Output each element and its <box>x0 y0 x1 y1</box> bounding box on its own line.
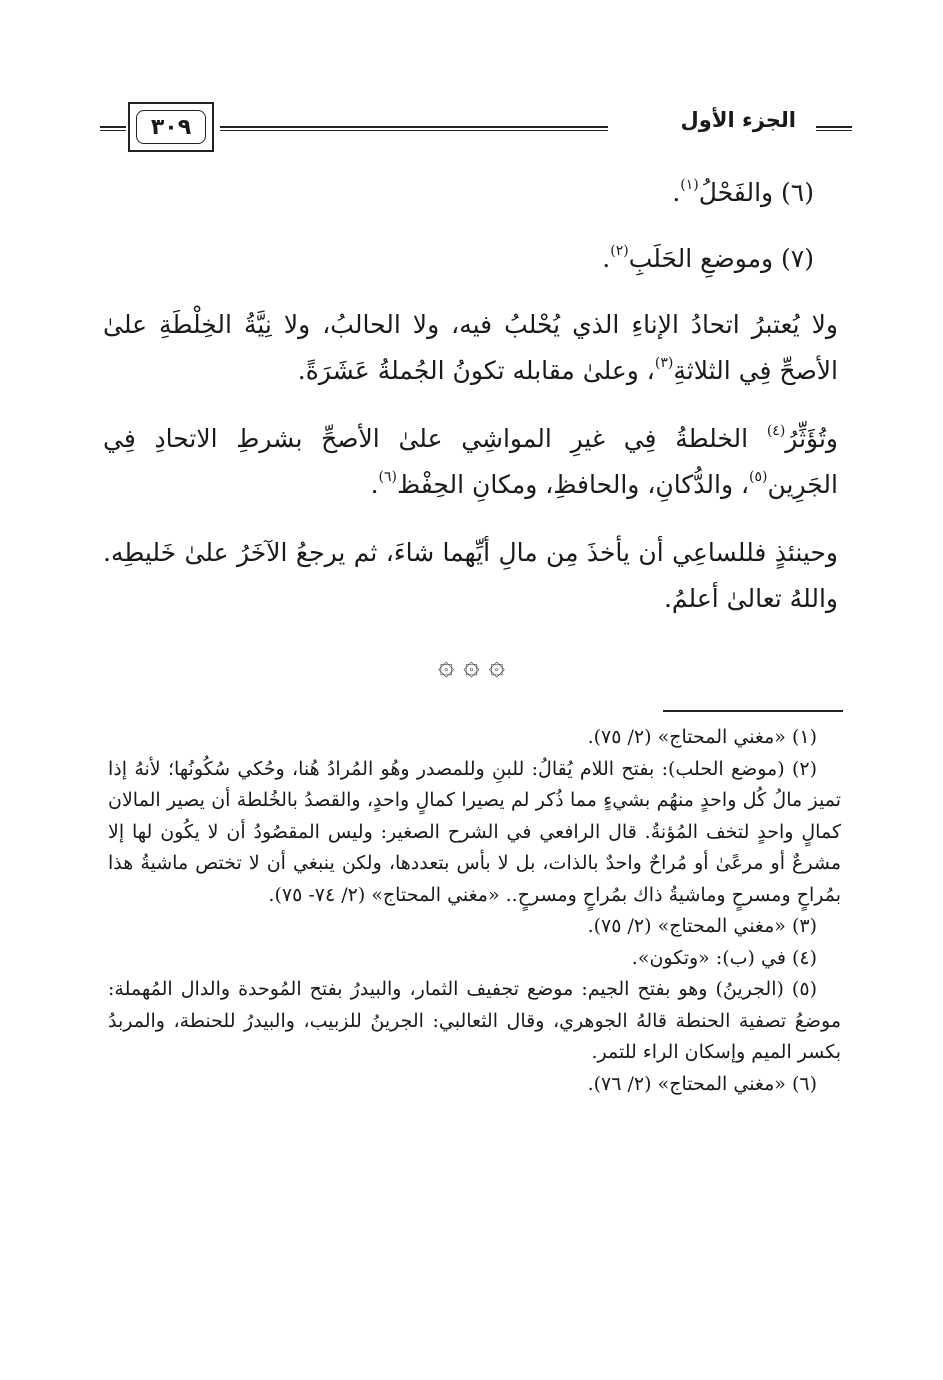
footnotes <box>108 722 841 1100</box>
footnote-2: (٢) (موضع الحلب): بفتح اللام يُقالُ: للبنِ وللمصدر وهُو المُرادُ هُنا، وحُكي سُكُونُها؛ لأنهُ إذا تميز مالُ كُل واحدٍ منهُم بشيءٍ مما ذُكر لم يصيرا كمالٍ واحدٍ، والقصدُ بالخُلطة أن يصير المالان كمالٍ واحدٍ لتخف المُؤنةُ. قال الرافعي في الشرح الصغير: وليس المقصُودُ أن لا يكُون لها إلا مشرعٌ أو مرعًىٰ أو مُراحٌ واحدٌ بالذات، بل لا بأس بتعددها، ولكن ينبغي أن لا تختص ماشيةُ هذا بمُراحٍ ومسرحٍ وماشيةُ ذاك بمُراحٍ ومسرحٍ.. «مغني المحتاج» (٢/ ٧٤- ٧٥). <box>108 757 841 906</box>
list-item-7: (٧) وموضعِ الحَلَبِ$^{(٢)}$. <box>602 243 814 273</box>
paragraph-1: ولا يُعتبرُ اتحادُ الإناءِ الذي يُحْلبُ فيه، ولا الحالبُ، ولا نِيَّةُ الخِلْطَةِ علىٰ الأصحِّ فِي الثلاثةِ$^{(٣)}$، وعلىٰ مقابله تكونُ الجُملةُ عَشَرَةً. <box>103 310 838 385</box>
page-number: ٣٠٩ <box>136 110 206 144</box>
footnote-ref-1: (١) <box>680 177 699 193</box>
list-item-6: (٦) والفَحْلُ$^{(١)}$. <box>672 177 814 207</box>
footnote-ref-2: (٢) <box>610 243 629 259</box>
main-text <box>103 170 838 644</box>
footnote-ref-3: (٣) <box>654 355 674 371</box>
footnote-separator <box>663 710 843 712</box>
footnote-ref-4: (٤) <box>766 423 786 439</box>
footnote-4: (٤) في (ب): «وتكون». <box>631 946 817 969</box>
paragraph-3: وحينئذٍ فللساعِي أن يأخذَ مِن مالِ أيِّهما شاءَ، ثم يرجعُ الآخَرُ علىٰ خَليطِه. واللهُ تعالىٰ أعلمُ. <box>103 538 838 613</box>
footnote-6: (٦) «مغني المحتاج» (٢/ ٧٦). <box>587 1072 817 1095</box>
footnote-1: (١) «مغني المحتاج» (٢/ ٧٥). <box>587 726 817 748</box>
page-header <box>100 94 852 154</box>
footnote-5: (٥) (الجرينُ) وهو بفتح الجيم: موضع تجفيف الثمار، والبيدرُ بفتح المُوحدة والدال المُهملة: موضعُ تصفية الحنطة قالهُ الجوهري، وقال الثعالبي: الجرينُ للزبيب، والبيدرُ للحنطة، والمربدُ بكسر الميم وإسكان الراء للتمر. <box>108 978 841 1063</box>
footnote-3: (٣) «مغني المحتاج» (٢/ ٧٥). <box>587 915 817 937</box>
header-rule-right <box>816 126 852 131</box>
section-ornament: ۞ ۞ ۞ <box>437 648 506 681</box>
footnote-ref-5: (٥) <box>749 469 768 485</box>
header-rule-middle <box>220 126 608 131</box>
running-title: الجزء الأول <box>680 108 796 132</box>
page-number-frame <box>128 102 214 152</box>
header-rule-left <box>100 126 126 131</box>
footnote-ref-6: (٦) <box>378 469 398 485</box>
paragraph-2: وتُؤَثِّرُ$^{(٤)}$ الخلطةُ فِي غيرِ المواشِي علىٰ الأصحِّ بشرطِ الاتحادِ فِي الجَرِين$^{(٥)}$، والدُّكانِ، والحافظِ، ومكانِ الحِفْظ$^{(٦)}$. <box>103 423 838 499</box>
